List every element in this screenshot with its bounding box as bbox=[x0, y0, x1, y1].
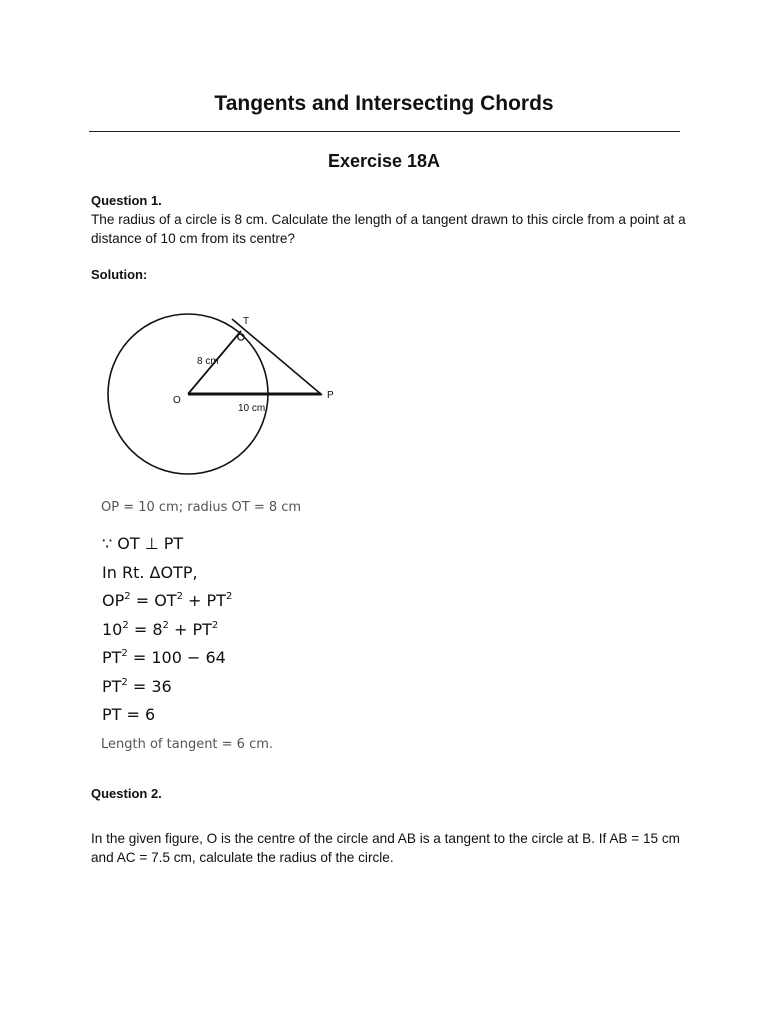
exercise-heading: Exercise 18A bbox=[327, 151, 441, 171]
solution-label: Solution: bbox=[91, 267, 148, 282]
solution-steps bbox=[102, 532, 232, 732]
given-values: OP = 10 cm; radius OT = 8 cm bbox=[101, 500, 302, 515]
step-substitute: $10^2 = 8^2 + PT^2$ bbox=[102, 619, 219, 639]
step-pythagoras: $OP^2 = OT^2 + PT^2$ bbox=[102, 591, 233, 610]
circle-tangent-diagram bbox=[100, 308, 350, 488]
step-answer: PT = 6 bbox=[102, 705, 156, 724]
question-1-label: Question 1. bbox=[91, 193, 162, 208]
tangent-figure bbox=[100, 308, 350, 493]
result-statement: Length of tangent = 6 cm. bbox=[101, 737, 274, 752]
tangent-line-pt bbox=[232, 319, 322, 395]
step-square: $PT^2 = 36$ bbox=[102, 676, 172, 696]
step-triangle: In Rt. ΔOTP, bbox=[102, 562, 198, 582]
step-subtract: $PT^2 = 100 - 64$ bbox=[102, 648, 226, 667]
step-perpendicular: ∵ OT ⊥ PT bbox=[102, 534, 184, 553]
question-2-text: In the given figure, O is the centre of the circle and AB is a tangent to the circle at B. If AB = 15 cm and AC = 7.5 cm, calculate the radius of the circle. bbox=[91, 831, 681, 865]
label-p: P bbox=[327, 390, 334, 401]
question-2-label: Question 2. bbox=[91, 786, 162, 801]
question-1-text: The radius of a circle is 8 cm. Calculate the length of a tangent drawn to this circle from a point at a distance of 10 cm from its centre? bbox=[91, 212, 686, 246]
title-divider bbox=[89, 131, 680, 132]
label-o: O bbox=[173, 395, 181, 406]
label-radius: 8 cm bbox=[197, 356, 219, 367]
label-distance: 10 cm bbox=[238, 403, 266, 414]
document-title: Tangents and Intersecting Chords bbox=[214, 92, 554, 115]
label-t: T bbox=[243, 316, 250, 327]
